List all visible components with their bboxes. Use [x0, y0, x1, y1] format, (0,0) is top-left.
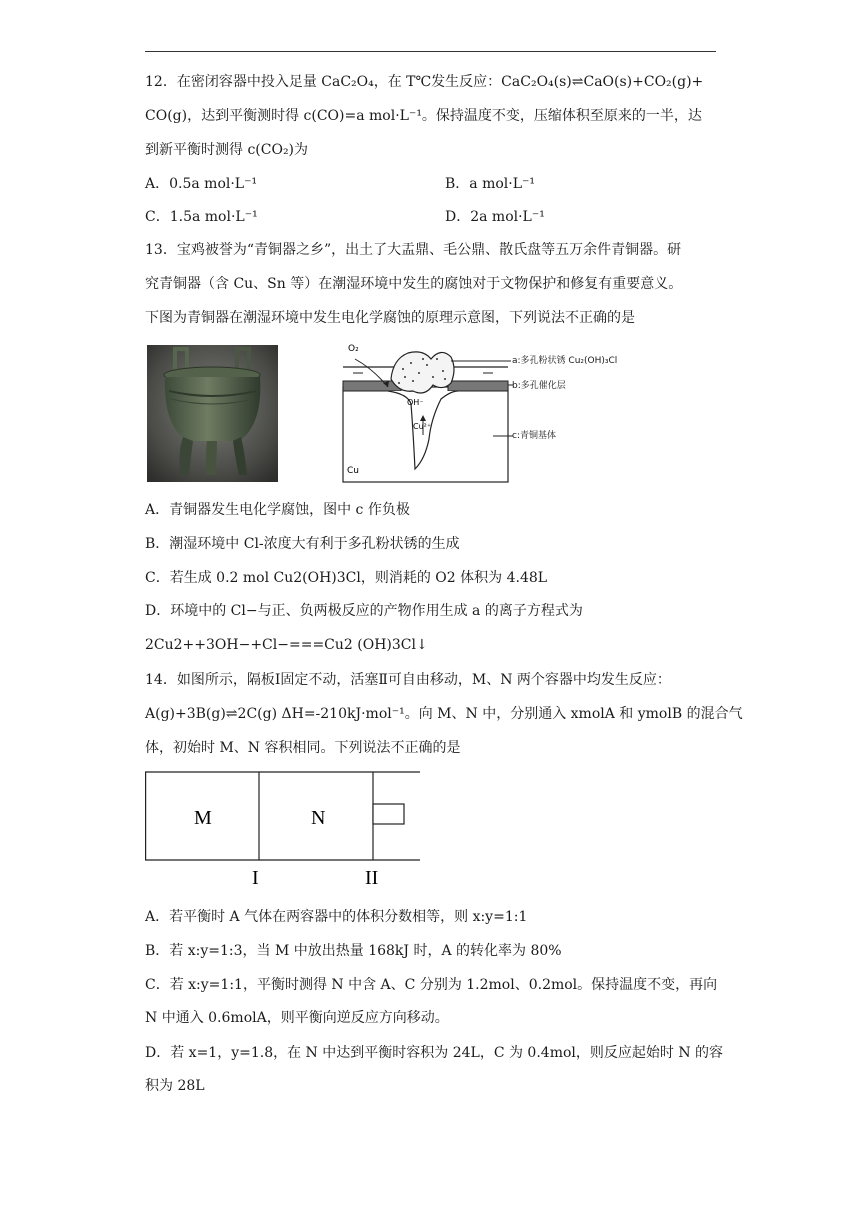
- q12-option-c: C．1.5a mol·L⁻¹: [145, 209, 258, 225]
- q13-stem-line3: 下图为青铜器在潮湿环境中发生电化学腐蚀的原理示意图，下列说法不正确的是: [145, 310, 635, 326]
- q14-option-d-line2: 积为 28L: [145, 1078, 205, 1094]
- cu-label: Cu: [347, 466, 359, 476]
- q14-option-d-line1: D．若 x=1，y=1.8，在 N 中达到平衡时容积为 24L，C 为 0.4mol，则反应起始时 N 的容: [145, 1045, 724, 1061]
- oh-label: OH⁻: [407, 398, 424, 407]
- container-diagram: [145, 770, 425, 888]
- q12-stem-line3: 到新平衡时测得 c(CO₂)为: [145, 142, 309, 158]
- q13-option-c: C．若生成 0.2 mol Cu2(OH)3Cl，则消耗的 O2 体积为 4.48L: [145, 570, 548, 586]
- q12-option-b: B．a mol·L⁻¹: [445, 176, 536, 192]
- q14-option-c-line2: N 中通入 0.6molA，则平衡向逆反应方向移动。: [145, 1010, 449, 1026]
- partition-i-label: I: [252, 867, 259, 888]
- q13-option-d-line2: 2Cu2++3OH−+Cl−===Cu2 (OH)3Cl↓: [145, 637, 428, 653]
- q12-stem-line2: CO(g)，达到平衡测时得 c(CO)=a mol·L⁻¹。保持温度不变，压缩体积至原来的一半，达: [145, 108, 702, 124]
- label-b-catalyst-layer: b:多孔催化层: [512, 381, 566, 391]
- q14-stem-line3: 体，初始时 M、N 容积相同。下列说法不正确的是: [145, 740, 461, 756]
- q13-stem-line1: 13．宝鸡被誉为“青铜器之乡”，出土了大盂鼎、毛公鼎、散氏盘等五万余件青铜器。研: [145, 242, 682, 258]
- label-c-bronze-base: c:青铜基体: [512, 431, 556, 441]
- q13-option-a: A．青铜器发生电化学腐蚀，图中 c 作负极: [145, 502, 410, 518]
- q12-option-d: D．2a mol·L⁻¹: [445, 209, 545, 225]
- q13-option-b: B．潮湿环境中 Cl-浓度大有利于多孔粉状锈的生成: [145, 536, 460, 552]
- q13-stem-line2: 究青铜器（含 Cu、Sn 等）在潮湿环境中发生的腐蚀对于文物保护和修复有重要意义。: [145, 276, 683, 292]
- q14-stem-line1: 14．如图所示，隔板Ⅰ固定不动，活塞Ⅱ可自由移动，M、N 两个容器中均发生反应：: [145, 672, 671, 688]
- q14-option-c-line1: C．若 x:y=1:1，平衡时测得 N 中含 A、C 分别为 1.2mol、0.2mol。保持温度不变，再向: [145, 977, 718, 993]
- q14-option-a: A．若平衡时 A 气体在两容器中的体积分数相等，则 x:y=1:1: [145, 909, 528, 925]
- bronze-ding-photo: [147, 345, 278, 482]
- q12-option-a: A．0.5a mol·L⁻¹: [145, 176, 258, 192]
- q14-option-b: B．若 x:y=1:3，当 M 中放出热量 168kJ 时，A 的转化率为 80%: [145, 943, 562, 959]
- o2-label: O₂: [348, 344, 359, 354]
- container-m-label: M: [194, 807, 212, 829]
- label-a-porous-rust: a:多孔粉状锈 Cu₂(OH)₃Cl: [512, 356, 618, 366]
- q14-stem-line2: A(g)+3B(g)⇌2C(g) ΔH=-210kJ·mol⁻¹。向 M、N 中，分别通入 xmolA 和 ymolB 的混合气: [145, 706, 743, 722]
- cu2-label: Cu²⁺: [413, 422, 432, 431]
- container-n-label: N: [311, 807, 326, 829]
- q12-stem-line1: 12．在密闭容器中投入足量 CaC₂O₄，在 T℃发生反应：CaC₂O₄(s)⇌CaO(s)+CO₂(g)+: [145, 74, 704, 90]
- header-rule: [145, 51, 716, 52]
- piston-ii-label: II: [365, 867, 379, 888]
- q13-option-d-line1: D．环境中的 Cl−与正、负两极反应的产物作用生成 a 的离子方程式为: [145, 603, 583, 619]
